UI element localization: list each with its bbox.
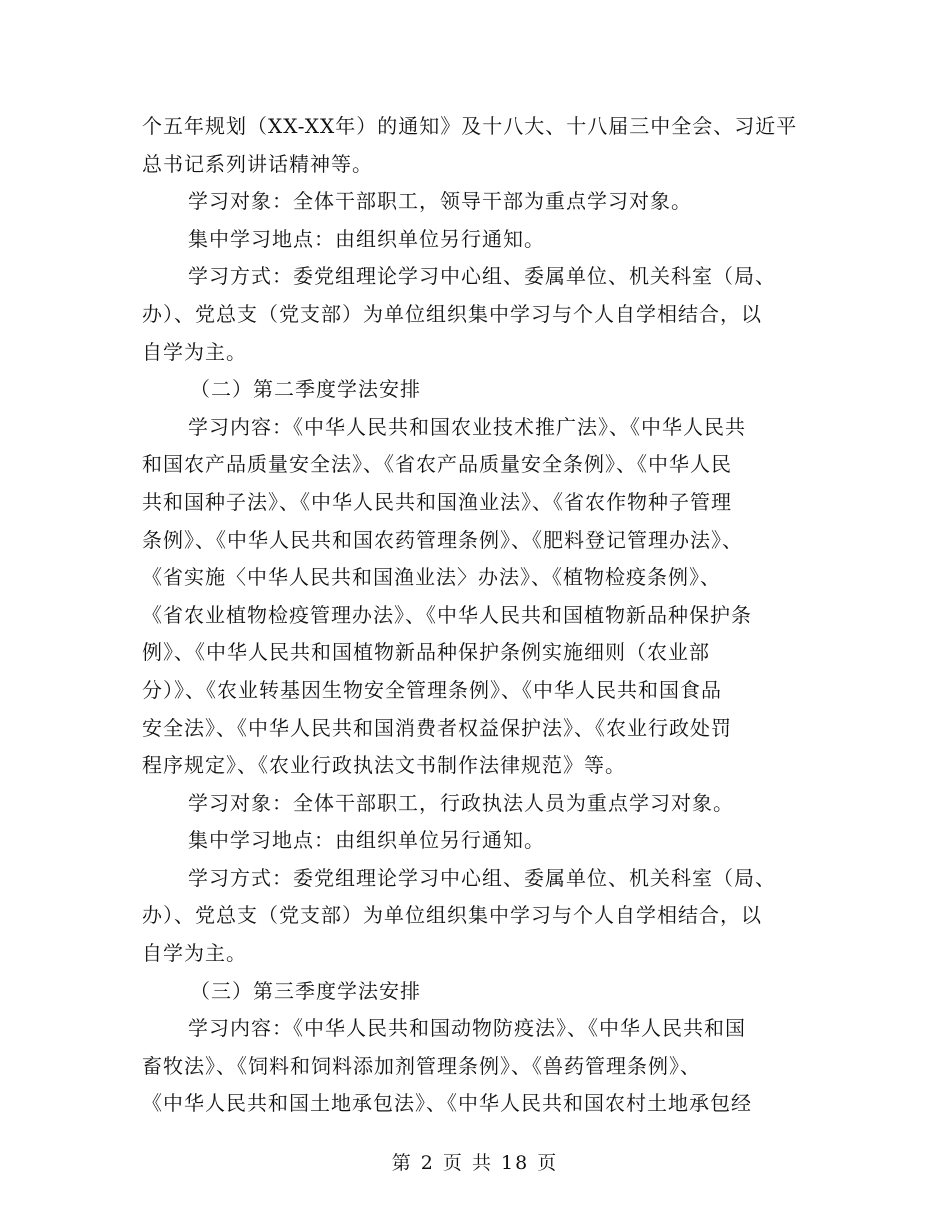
document-line: 学习方式：委党组理论学习中心组、委属单位、机关科室（局、 xyxy=(188,865,776,890)
document-line: 办）、党总支（党支部）为单位组织集中学习与个人自学相结合，以 xyxy=(142,903,762,928)
document-line: 学习对象：全体干部职工，领导干部为重点学习对象。 xyxy=(188,189,692,214)
document-line: 学习方式：委党组理论学习中心组、委属单位、机关科室（局、 xyxy=(188,264,776,289)
document-line: 学习对象：全体干部职工，行政执法人员为重点学习对象。 xyxy=(188,790,734,815)
document-line: 办）、党总支（党支部）为单位组织集中学习与个人自学相结合，以 xyxy=(142,301,762,326)
document-line: 集中学习地点：由组织单位另行通知。 xyxy=(188,828,545,853)
document-line: 共和国种子法》、《中华人民共和国渔业法》、《省农作物种子管理 xyxy=(142,489,732,514)
document-line: 自学为主。 xyxy=(142,941,247,966)
document-line: 畜牧法》、《饲料和饲料添加剂管理条例》、《兽药管理条例》、 xyxy=(142,1053,701,1078)
document-line: （二）第二季度学法安排 xyxy=(190,377,421,402)
document-body xyxy=(142,108,812,1123)
document-line: 总书记系列讲话精神等。 xyxy=(142,151,373,176)
document-line: 安全法》、《中华人民共和国消费者权益保护法》、《农业行政处罚 xyxy=(142,715,732,740)
document-line: 程序规定》、《农业行政执法文书制作法律规范》等。 xyxy=(142,753,626,778)
document-line: 学习内容：《中华人民共和国农业技术推广法》、《中华人民共 xyxy=(188,414,746,439)
document-line: 学习内容：《中华人民共和国动物防疫法》、《中华人民共和国 xyxy=(188,1016,746,1041)
document-line: 条例》、《中华人民共和国农药管理条例》、《肥料登记管理办法》、 xyxy=(142,527,743,552)
document-line: （三）第三季度学法安排 xyxy=(190,978,421,1003)
document-line: 自学为主。 xyxy=(142,339,247,364)
document-line: 集中学习地点：由组织单位另行通知。 xyxy=(188,226,545,251)
document-line: 分）》、《农业转基因生物安全管理条例》、《中华人民共和国食品 xyxy=(142,677,722,702)
document-line: 个五年规划（XX-XX年）的通知》及十八大、十八届三中全会、习近平 xyxy=(142,114,798,138)
document-line: 和国农产品质量安全法》、《省农产品质量安全条例》、《中华人民 xyxy=(142,452,732,477)
document-line: 《中华人民共和国土地承包法》、《中华人民共和国农村土地承包经 xyxy=(142,1091,752,1116)
document-line: 例》、《中华人民共和国植物新品种保护条例实施细则（农业部 xyxy=(142,640,710,665)
document-line: 《省农业植物检疫管理办法》、《中华人民共和国植物新品种保护条 xyxy=(142,602,752,627)
document-line: 《省实施〈中华人民共和国渔业法〉办法》、《植物检疫条例》、 xyxy=(142,565,721,590)
page-footer: 第 2 页 共 18 页 xyxy=(391,1152,559,1174)
